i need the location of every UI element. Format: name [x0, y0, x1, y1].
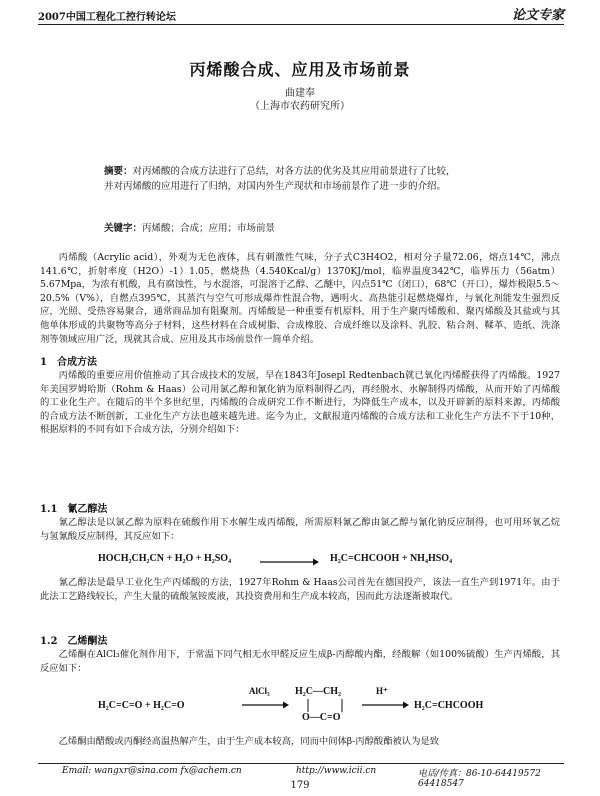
- equation-1-products: H₂C=CHCOOH + NH₄HSO₄: [330, 553, 453, 564]
- keywords-text: 丙烯酸；合成；应用；市场前景: [142, 223, 276, 234]
- keywords-label: 关键字：: [104, 223, 143, 234]
- lactone-ring-bottom: O—C=O: [302, 712, 341, 723]
- reaction-arrow-3: [360, 700, 410, 710]
- intro-paragraph: 丙烯酸（Acrylic acid），外观为无色液体，具有刺激性气味，分子式C3H4O2，相对分子量72.06，熔点14℃，沸点141.6℃，折射率度（H2O）-1）1.05，燃烧热（4.540Kcal/g）1370KJ/mol，临界温度342℃，临界压力（56atm）5.67Mpa，为浓有机酸，具有腐蚀性，与水混溶，可混溶于乙醇、乙醚中，闪点51℃（闭口），68℃（开口），爆炸极限5.5～20.5%（V%），自燃点395℃，其蒸汽与空气可形成爆炸性混合物，遇明火、高热能引起燃烧爆炸，与氧化剂能发生强烈反应，光照、受热容易聚合，通常商品加有阻聚剂。丙烯酸是一种重要有机原料，用于生产聚丙烯酸和、聚丙烯酸及其盐或与其他单体形成的共聚物等高分子材料，这些材料在合成树脂、合成橡胶、合成纤维以及涂料、乳胶、粘合剂、鞣革、造纸、洗涤剂等领域应用广泛，现就其合成、应用及其市场前景作一简单介绍。: [40, 252, 560, 345]
- header-journal: 2007中国工程化工控行转论坛: [38, 12, 176, 23]
- equation-2-product: H₂C=CHCOOH: [414, 700, 484, 711]
- section-1-2-heading: 1.2 乙烯酮法: [40, 636, 108, 647]
- footer-email: Email: wangxr@sina.com fx@achem.cn: [62, 766, 242, 776]
- running-header: [38, 6, 564, 25]
- section-1-1-after: 氰乙醇法是最早工业化生产丙烯酸的方法，1927年Rohm & Haas公司首先在德国投产，该法一直生产到1971年。由于此法工艺路线较长，产生大量的硫酸氢铵废液，其投资费用和生产成本较高，因而此方法逐渐被取代。: [40, 577, 560, 602]
- section-1-2-after: 乙烯酮由醋酸或丙酮经高温热解产生，由于生产成本较高，同而中间体β-丙醇酸酯被认为是致: [58, 736, 439, 747]
- equation-1-reactants: HOCH₂CH₂CN + H₂O + H₂SO₄: [98, 553, 232, 564]
- page-number: 179: [290, 780, 310, 791]
- affiliation: （上海市农药研究所）: [250, 101, 350, 112]
- keywords: [104, 220, 275, 234]
- reaction-arrow-2: [240, 700, 290, 710]
- section-1-1-paragraph: 氰乙醇法是以氯乙醇为原料在硫酸作用下水解生成丙烯酸，所需原料氰乙醇由氯乙醇与氰化钠反应制得，也可用环氧乙烷与氢氰酸反应制得，其反应如下：: [40, 517, 560, 542]
- equation-2-reactants: H₂C=C=O + H₂C=O: [98, 700, 185, 711]
- reaction-arrow-1: [258, 557, 320, 567]
- abstract-line-1: 对丙烯酸的合成方法进行了总结，对各方法的优劣及其应用前景进行了比较，: [132, 166, 456, 177]
- lactone-ring-top: H₂C—CH₂: [295, 686, 341, 697]
- catalyst-label: AlCl₃: [249, 686, 270, 696]
- acid-catalyst-label: H⁺: [376, 686, 388, 696]
- section-1-1-heading: 1.1 氰乙醇法: [40, 504, 108, 515]
- header-section: 论文专家: [511, 8, 564, 23]
- footer-url: http://www.icii.cn: [296, 766, 377, 776]
- abstract-line-2: 并对丙烯酸的应用进行了归纳，对国内外生产现状和市场前景作了进一步的介绍。: [104, 181, 447, 192]
- section-1-paragraph: 丙烯酸的重要应用价值推动了其合成技术的发展，早在1843年Josepl Redtenbach就已氧化丙烯醛获得了丙烯酸。1927年美国罗姆哈斯（Rohm & Haas）公司用氯乙醇和氰化钠为原料制得乙丙，再经脱水、水解制得丙烯酸，从而开始了丙烯酸的工业化生产。在随后的半个多世纪里，丙烯酸的合成研究工作不断进行，为降低生产成本，以及开辟新的原料来源，丙烯酸的合成方法不断创新，工业化生产方法也越来越先进。迄今为止，文献报道丙烯酸的合成方法和工业化生产方法不下于10种，根据原料的不同有如下合成方法，分别介绍如下：: [40, 370, 560, 436]
- abstract-label: 摘要：: [104, 166, 133, 177]
- section-1-heading: 1 合成方法: [40, 357, 97, 368]
- section-1-2-paragraph: 乙烯酮在AlCl₃催化剂作用下，于常温下同气相无水甲醛反应生成β-丙醇酸内酯，经酸解（如100%硫酸）生产丙烯酸，其反应如下：: [40, 649, 560, 674]
- footer-phone: 电话/传真：86-10-64419572 64418547: [418, 769, 550, 789]
- paper-title: 丙烯酸合成、应用及市场前景: [189, 60, 411, 79]
- author: 曲建奉: [285, 88, 315, 99]
- abstract: [104, 164, 534, 194]
